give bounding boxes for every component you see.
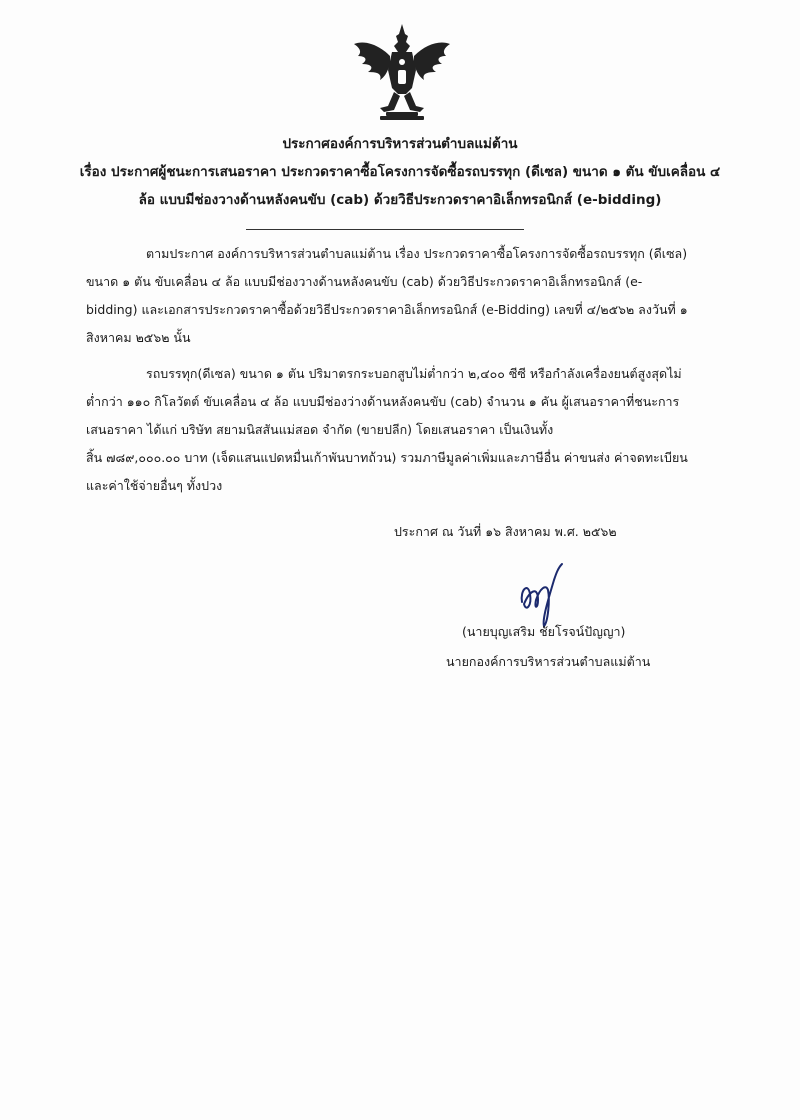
paragraph-1-line: ตามประกาศ องค์การบริหารส่วนตำบลแม่ต้าน เรื่อง ประกวดราคาซื้อโครงการจัดซื้อรถบรรทุก (ดีเซล)	[146, 246, 688, 261]
paragraph-1	[86, 240, 716, 352]
paragraph-1-line: bidding) และเอกสารประกวดราคาซื้อด้วยวิธีประกวดราคาอิเล็กทรอนิกส์ (e-Bidding) เลขที่ ๔/๒๕๖๒ ลงวันที่ ๑	[86, 302, 688, 317]
org-announcement-title: ประกาศองค์การบริหารส่วนตำบลแม่ต้าน	[282, 136, 518, 152]
header-divider	[246, 229, 524, 230]
paragraph-2-line: รถบรรทุก(ดีเซล) ขนาด ๑ ตัน ปริมาตรกระบอกสูบไม่ต่ำกว่า ๒,๔๐๐ ซีซี หรือกำลังเครื่องยนต์สูงสุดไม่	[146, 366, 682, 381]
document-body	[86, 240, 716, 500]
announce-date: ประกาศ ณ วันที่ ๑๖ สิงหาคม พ.ศ. ๒๕๖๒	[394, 524, 617, 539]
paragraph-1-line: ขนาด ๑ ตัน ขับเคลื่อน ๔ ล้อ แบบมีช่องวางด้านหลังคนขับ (cab) ด้วยวิธีประกวดราคาอิเล็กทรอนิกส์ (e-	[86, 274, 643, 289]
document-header	[60, 130, 740, 214]
subject-line-2: ล้อ แบบมีช่องวางด้านหลังคนขับ (cab) ด้วยวิธีประกวดราคาอิเล็กทรอนิกส์ (e-bidding)	[138, 192, 662, 208]
paragraph-2-line: และค่าใช้จ่ายอื่นๆ ทั้งปวง	[86, 478, 223, 493]
paragraph-1-line: สิงหาคม ๒๕๖๒ นั้น	[86, 330, 191, 345]
garuda-emblem-icon	[350, 22, 454, 122]
paragraph-2-line: สิ้น ๗๘๙,๐๐๐.๐๐ บาท (เจ็ดแสนแปดหมื่นเก้าพันบาทถ้วน) รวมภาษีมูลค่าเพิ่มและภาษีอื่น ค่าขนส่ง ค่าจดทะเบียน	[86, 450, 688, 465]
paragraph-2	[86, 360, 716, 500]
paragraph-2-line: เสนอราคา ได้แก่ บริษัท สยามนิสสันแม่สอด จำกัด (ขายปลีก) โดยเสนอราคา เป็นเงินทั้ง	[86, 422, 554, 437]
signer-title: นายกองค์การบริหารส่วนตำบลแม่ต้าน	[446, 654, 651, 669]
handwritten-signature	[508, 560, 588, 630]
subject-line-1: เรื่อง ประกาศผู้ชนะการเสนอราคา ประกวดราคาซื้อโครงการจัดซื้อรถบรรทุก (ดีเซล) ขนาด ๑ ตัน ขับเคลื่อน ๔	[79, 164, 721, 180]
paragraph-2-line: ต่ำกว่า ๑๑๐ กิโลวัตต์ ขับเคลื่อน ๔ ล้อ แบบมีช่องว่างด้านหลังคนขับ (cab) จำนวน ๑ คัน ผู้เสนอราคาที่ชนะการ	[86, 394, 680, 409]
signer-name: (นายบุญเสริม ชัยโรจน์ปัญญา)	[462, 624, 626, 639]
